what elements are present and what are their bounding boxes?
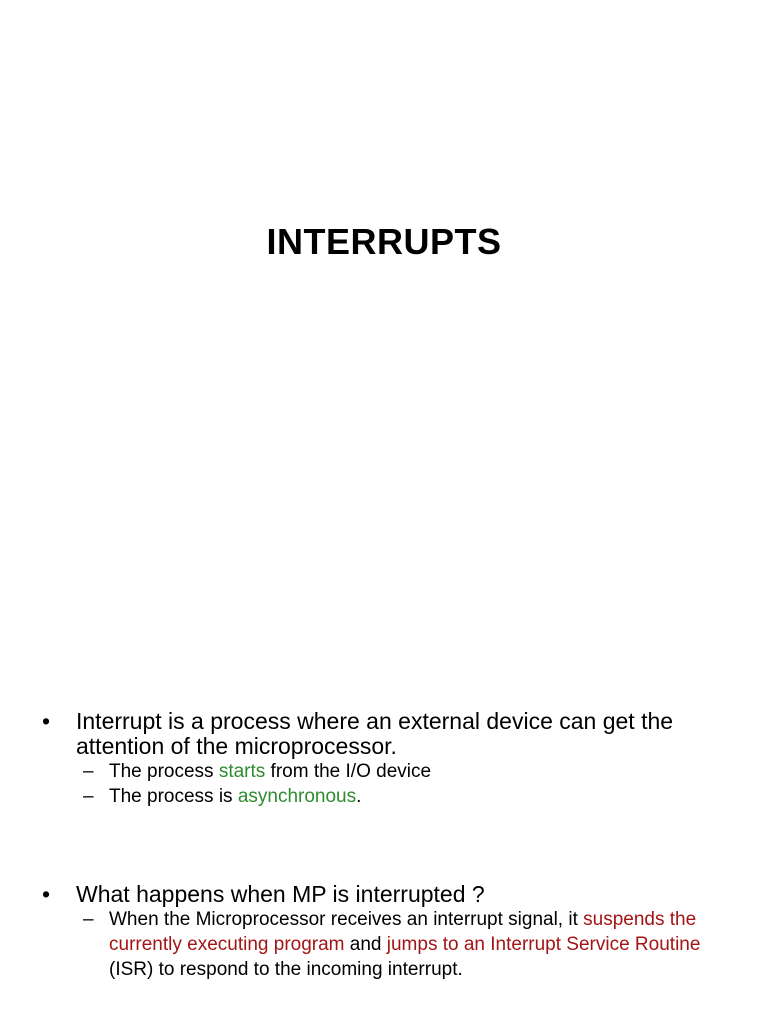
bullet-item [42, 709, 742, 759]
bullet-text: What happens when MP is interrupted ? [76, 881, 485, 907]
bullet-block-interrupt-definition [42, 709, 742, 809]
bullet-icon: • [42, 881, 51, 907]
slide-title: INTERRUPTS [266, 221, 502, 262]
text-run: The process [109, 761, 219, 782]
text-run: (ISR) to respond to the incoming interrupt. [109, 959, 463, 980]
sub-bullet-item [83, 907, 742, 982]
sub-bullet-text [109, 759, 742, 784]
text-run: When the Microprocessor receives an interrupt signal, it [109, 909, 584, 930]
highlight-text: asynchronous [237, 786, 357, 807]
dash-icon: – [83, 786, 94, 807]
sub-bullet-item [83, 759, 742, 784]
text-run: from the I/O device [265, 761, 432, 782]
bullet-icon: • [42, 708, 51, 734]
bullet-text: Interrupt is a process where an external device can get the attention of the microprocessor. [76, 708, 674, 759]
dash-icon: – [83, 761, 94, 782]
sub-bullet-text [109, 907, 742, 982]
text-run: and [344, 934, 387, 955]
bullet-block-interrupt-handling [42, 882, 742, 982]
text-run: The process is [109, 786, 238, 807]
sub-bullet-text [109, 784, 742, 809]
sub-bullet-item [83, 784, 742, 809]
dash-icon: – [83, 909, 94, 930]
highlight-text: starts [218, 761, 266, 782]
text-run: . [356, 786, 362, 807]
bullet-item [42, 882, 742, 907]
highlight-text: suspends the currently executing program [109, 909, 697, 955]
highlight-text: jumps to an Interrupt Service Routine [386, 934, 701, 955]
